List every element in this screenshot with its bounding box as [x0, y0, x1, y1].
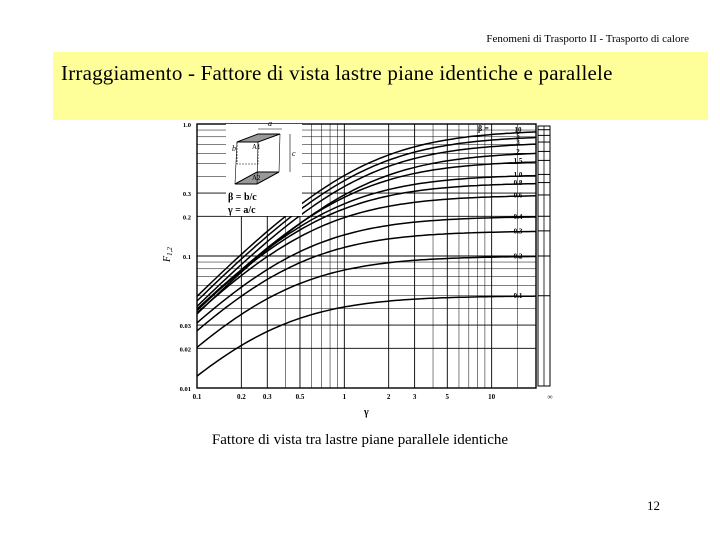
inset-label-a1: A1	[252, 143, 261, 151]
x-tick-label: 0.1	[192, 393, 202, 401]
gamma-definition: γ = a/c	[228, 205, 256, 216]
course-header: Fenomeni di Trasporto II - Trasporto di calore	[486, 33, 689, 45]
beta-definition: β = b/c	[228, 192, 257, 203]
inset-label-a: a	[268, 119, 272, 128]
x-tick-label: 1	[342, 393, 347, 401]
x-tick-label: 2	[386, 393, 391, 401]
series-label-beta-0-6: 0.6	[513, 191, 523, 200]
series-label-beta-0-4: 0.4	[513, 212, 523, 221]
x-tick-label: ∞	[547, 393, 553, 401]
y-tick-label: 0.1	[182, 254, 191, 261]
y-tick-label: 0.2	[182, 214, 191, 222]
title-banner	[53, 52, 708, 120]
series-label-beta-0-1: 0.1	[513, 292, 523, 301]
chart-svg	[140, 114, 562, 418]
figure-caption: Fattore di vista tra lastre piane parallele identiche	[211, 432, 509, 448]
series-label-beta-3: 3	[516, 138, 520, 147]
y-tick-label: 0.03	[179, 323, 191, 331]
inset-label-c: c	[292, 149, 296, 158]
series-label-beta-2: 2	[516, 147, 520, 156]
inset-label-a2: A2	[252, 174, 261, 182]
x-tick-label: 10	[488, 393, 496, 401]
x-axis-label: γ	[364, 407, 369, 418]
legend-beta-label: β =	[478, 124, 489, 133]
slide-title: Irraggiamento - Fattore di vista lastre piane identiche e parallele	[61, 61, 613, 85]
x-tick-label: 0.3	[262, 393, 272, 401]
x-tick-label: 5	[445, 393, 450, 401]
y-tick-label: 1.0	[182, 122, 191, 129]
y-tick-label: 0.3	[182, 191, 191, 199]
x-tick-label: 0.5	[295, 393, 305, 401]
y-axis-label: $F_{1,2}$	[162, 247, 174, 262]
series-label-beta-1-0: 1.0	[513, 170, 523, 179]
series-label-beta-0-2: 0.2	[513, 252, 523, 261]
series-label-beta-0-8: 0.8	[513, 179, 523, 188]
page-number: 12	[647, 498, 660, 513]
inset-label-b: b	[232, 144, 236, 153]
geometry-inset	[226, 119, 302, 216]
series-label-beta-0-3: 0.3	[513, 227, 523, 236]
series-label-beta-10: 10	[514, 126, 522, 135]
series-label-beta-5: 5	[516, 131, 520, 140]
x-tick-label: 3	[412, 393, 417, 401]
series-label-beta-1-5: 1.5	[513, 156, 523, 165]
y-tick-label: 0.02	[179, 346, 191, 354]
x-tick-label: 0.2	[236, 393, 246, 401]
view-factor-chart	[140, 114, 562, 418]
y-tick-label: 0.01	[179, 386, 191, 393]
